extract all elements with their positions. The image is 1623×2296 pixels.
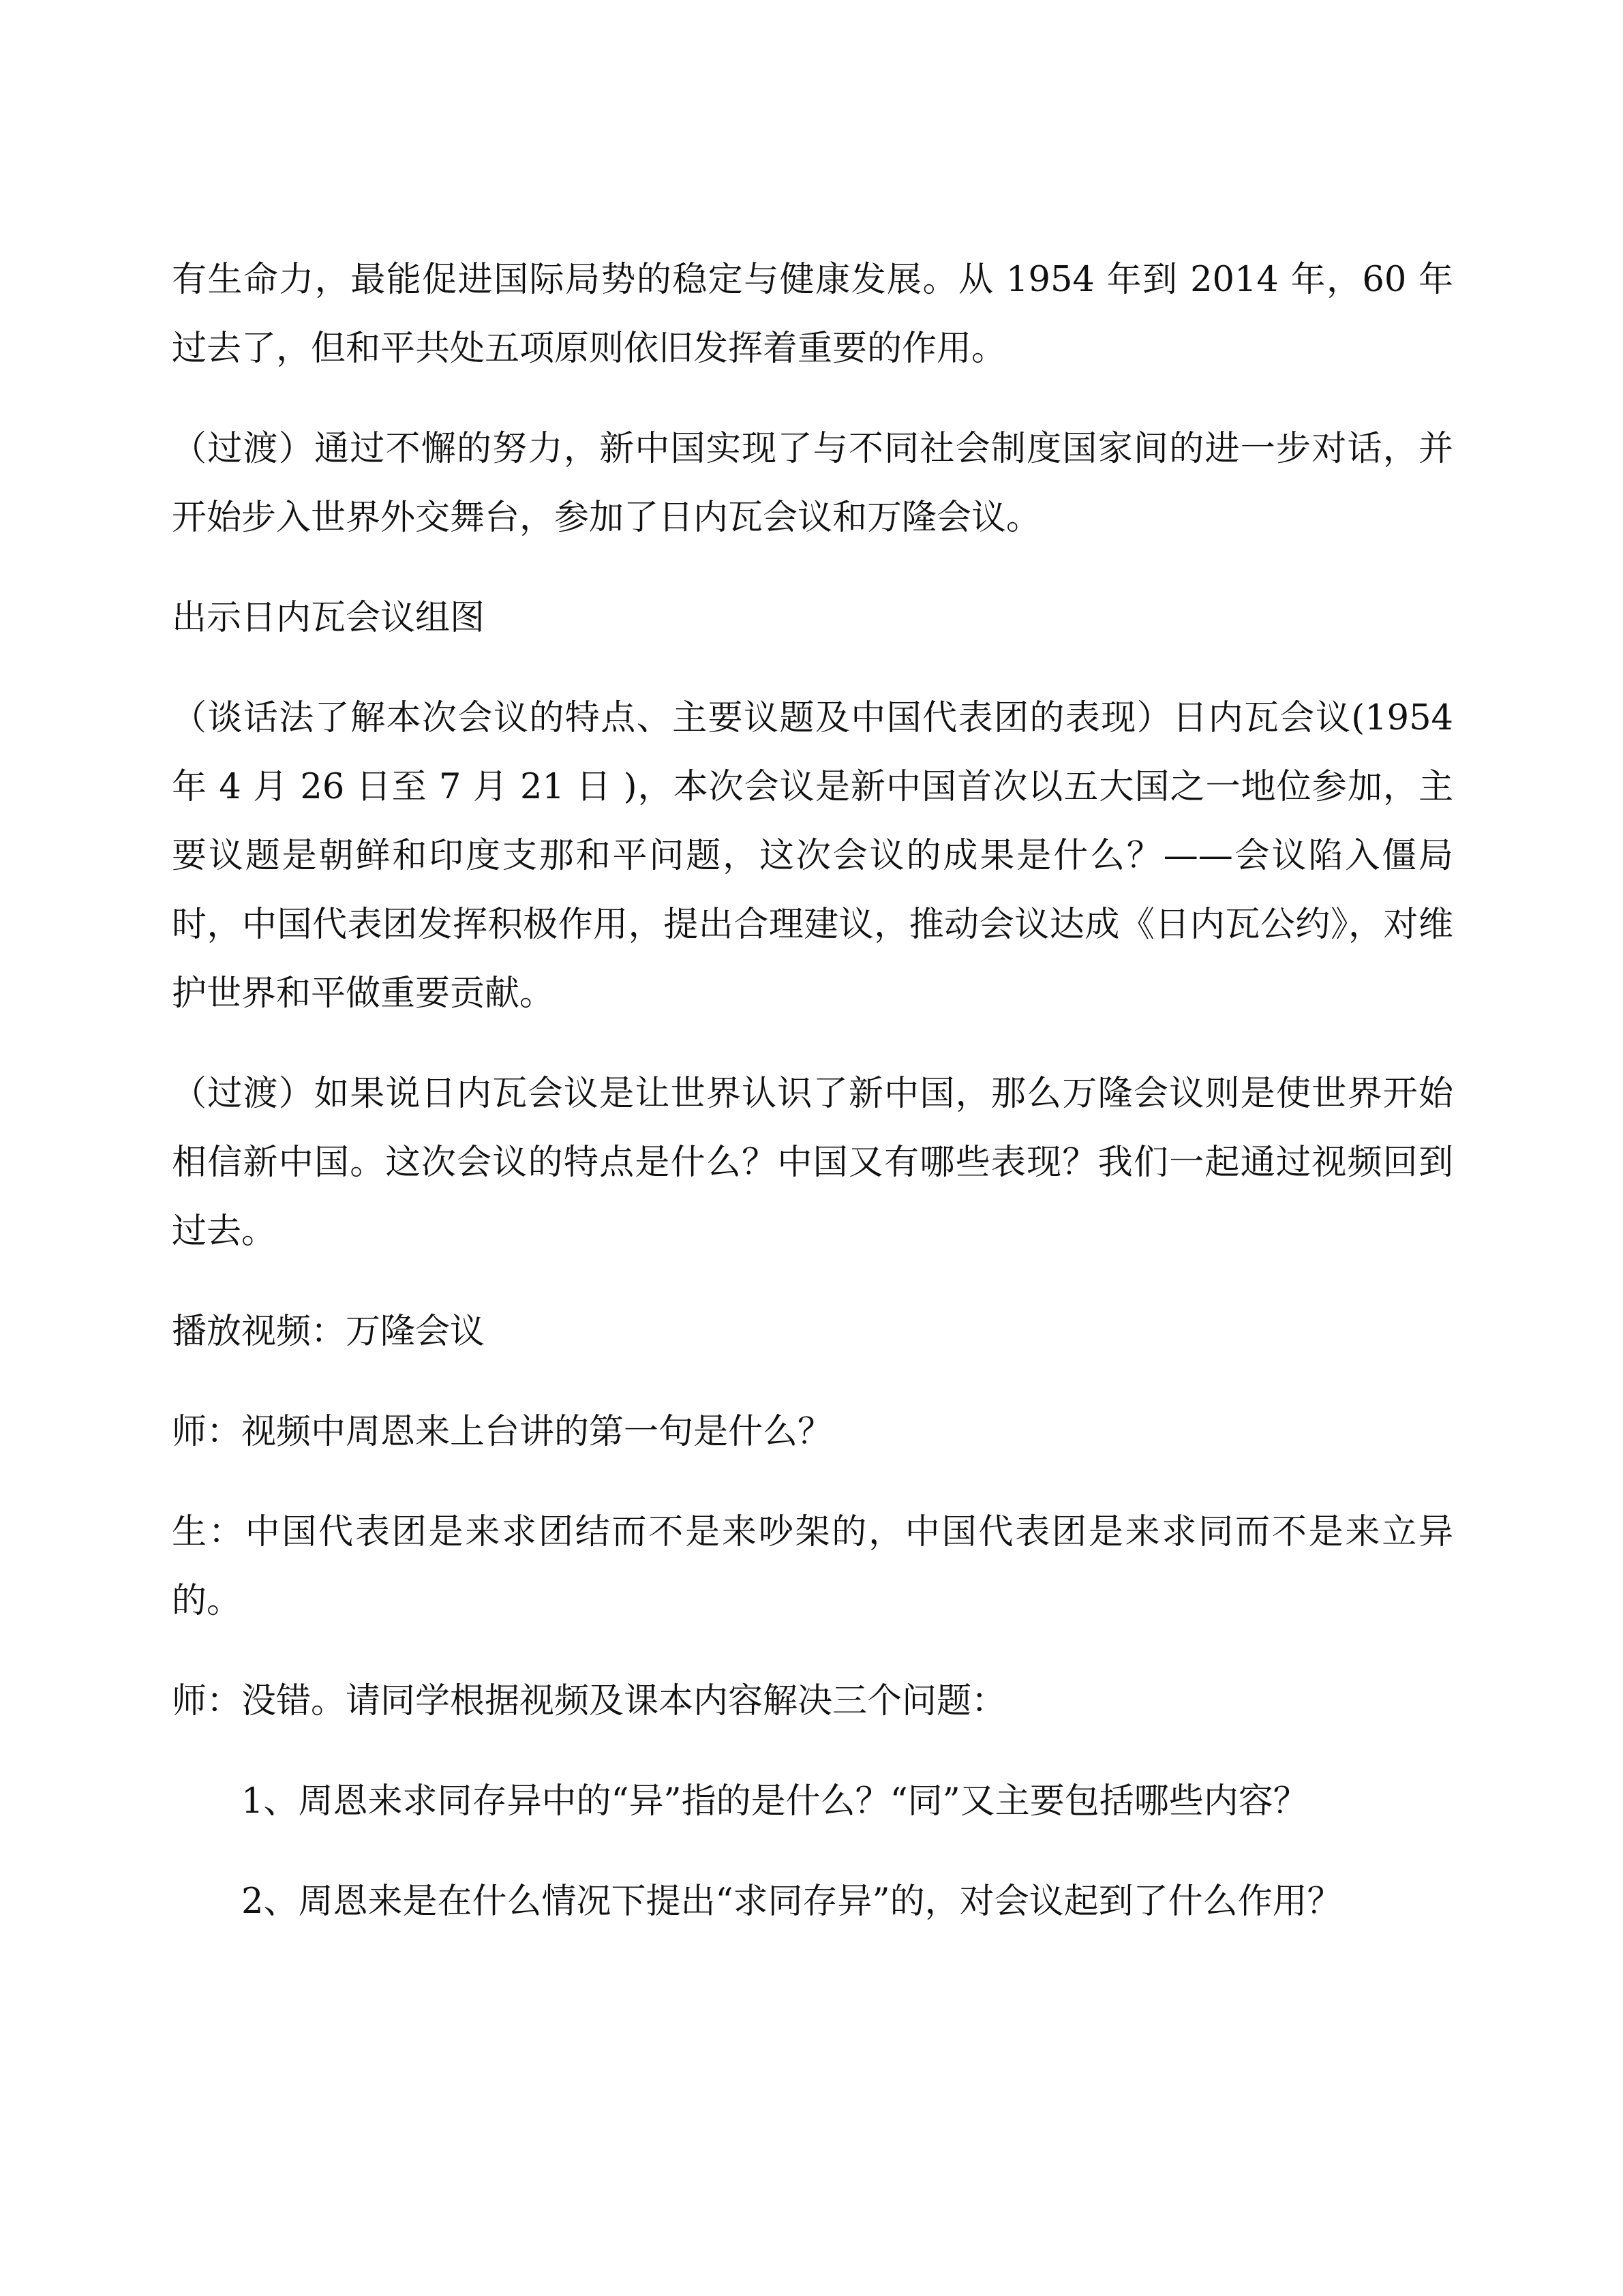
document-body xyxy=(172,245,1453,1967)
paragraph-teacher-task: 师：没错。请同学根据视频及课本内容解决三个问题： xyxy=(172,1681,1007,1721)
paragraph-geneva-conference: （谈话法了解本次会议的特点、主要议题及中国代表团的表现）日内瓦会议(1954 年 4 月 26 日至 7 月 21 日 )，本次会议是新中国首次以五大国之一地位参加，主要议题是朝鲜和印度支那和平问题，这次会议的成果是什么？——会议陷入僵局时，中国代表团发挥积极作用，提出合理建议，推动会议达成《日内瓦公约》，对维护世界和平做重要贡献。 xyxy=(172,698,1453,1014)
paragraph-teacher-question: 师：视频中周恩来上台讲的第一句是什么？ xyxy=(172,1412,833,1452)
question-item-1: 1、周恩来求同存异中的“异”指的是什么？“同”又主要包括哪些内容？ xyxy=(241,1781,1308,1822)
paragraph-student-answer: 生：中国代表团是来求团结而不是来吵架的，中国代表团是来求同而不是来立异的。 xyxy=(172,1512,1453,1621)
paragraph-transition-1: （过渡）通过不懈的努力，新中国实现了与不同社会制度国家间的进一步对话，并开始步入世界外交舞台，参加了日内瓦会议和万隆会议。 xyxy=(172,429,1453,538)
paragraph-play-video: 播放视频：万隆会议 xyxy=(172,1312,485,1352)
question-item-2: 2、周恩来是在什么情况下提出“求同存异”的，对会议起到了什么作用？ xyxy=(241,1882,1342,1922)
paragraph-transition-2: （过渡）如果说日内瓦会议是让世界认识了新中国，那么万隆会议则是使世界开始相信新中国。这次会议的特点是什么？中国又有哪些表现？我们一起通过视频回到过去。 xyxy=(172,1074,1453,1252)
paragraph-show-geneva-images: 出示日内瓦会议组图 xyxy=(172,598,485,638)
paragraph-continuation: 有生命力，最能促进国际局势的稳定与健康发展。从 1954 年到 2014 年，60 年过去了，但和平共处五项原则依旧发挥着重要的作用。 xyxy=(172,260,1453,369)
